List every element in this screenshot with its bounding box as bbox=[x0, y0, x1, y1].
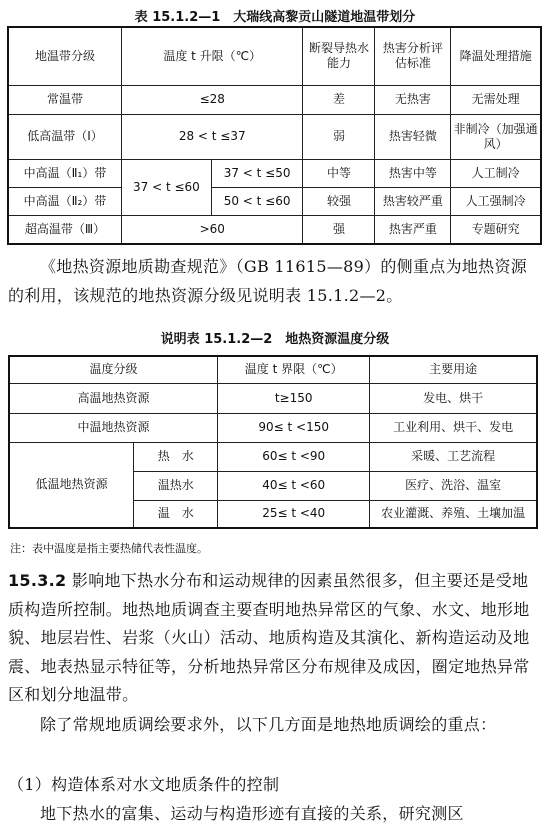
table2-cell: 医疗、洗浴、温室 bbox=[370, 471, 537, 500]
table2-cell: 工业利用、烘干、发电 bbox=[370, 413, 537, 442]
table1-cell: 无需处理 bbox=[451, 85, 541, 114]
table-row bbox=[8, 114, 541, 159]
table1-cell: 热害中等 bbox=[375, 159, 451, 187]
table1-cell: 50 < t ≤60 bbox=[211, 187, 303, 215]
table1-cell: 强 bbox=[303, 215, 375, 244]
table1-cell: ≤28 bbox=[122, 85, 303, 114]
table1-cell: 热害严重 bbox=[375, 215, 451, 244]
table1-cell: 无热害 bbox=[375, 85, 451, 114]
section-number: 15.3.2 bbox=[8, 571, 67, 590]
section-15-3-2 bbox=[8, 567, 542, 710]
table2-header-grade: 温度分级 bbox=[9, 356, 218, 383]
table1-cell: >60 bbox=[122, 215, 303, 244]
table1-cell: 中高温（Ⅱ₂）带 bbox=[8, 187, 122, 215]
table2-cell: 发电、烘干 bbox=[370, 383, 537, 413]
table1-cell: 热害较严重 bbox=[375, 187, 451, 215]
table1-cell: 热害轻微 bbox=[375, 114, 451, 159]
table1-header-measure: 降温处理措施 bbox=[451, 27, 541, 85]
table2-cell: 40≤ t <60 bbox=[218, 471, 370, 500]
table2-cell: 温 水 bbox=[134, 500, 218, 528]
table1-cell: 低高温带（Ⅰ） bbox=[8, 114, 122, 159]
table1-header-eval: 热害分析评估标准 bbox=[375, 27, 451, 85]
paragraph-intro: 《地热资源地质勘查规范》（GB 11615—89）的侧重点为地热资源的利用，该规范的地热资源分级见说明表 15.1.2—2。 bbox=[8, 257, 528, 305]
table1-cell: 中等 bbox=[303, 159, 375, 187]
table-row bbox=[8, 215, 541, 244]
section-text: 影响地下热水分布和运动规律的因素虽然很多，但主要还是受地质构造所控制。地热地质调查主要查明地热异常区的气象、水文、地形地貌、地层岩性、岩浆（火山）活动、地质构造及其演化、新构造运动及地震、地表热显示特征等，分析地热异常区分布规律及成因，圈定地热异常区和划分地温带。 bbox=[8, 571, 530, 704]
table1-cell: 较强 bbox=[303, 187, 375, 215]
table1-cell: 28 < t ≤37 bbox=[122, 114, 303, 159]
table1-cell: 弱 bbox=[303, 114, 375, 159]
table1-cell: 人工制冷 bbox=[451, 159, 541, 187]
table2-cell: 热 水 bbox=[134, 442, 218, 471]
table2-cell: 60≤ t <90 bbox=[218, 442, 370, 471]
table1-cell: 非制冷（加强通风） bbox=[451, 114, 541, 159]
table1-header-grade: 地温带分级 bbox=[8, 27, 122, 85]
table1-header-ability: 断裂导热水能力 bbox=[303, 27, 375, 85]
table-row bbox=[9, 383, 537, 413]
table1-caption: 表 15.1.2—1 大瑞线高黎贡山隧道地温带划分 bbox=[134, 10, 416, 25]
table1-cell: 37 < t ≤60 bbox=[122, 159, 212, 215]
table-row bbox=[8, 159, 541, 187]
table2-cell: 温热水 bbox=[134, 471, 218, 500]
geothermal-zone-table bbox=[7, 26, 542, 245]
table2-cell: 中温地热资源 bbox=[9, 413, 218, 442]
paragraph-continued: 地下热水的富集、运动与构造形迹有直接的关系，研究测区 bbox=[40, 804, 464, 823]
table1-cell: 差 bbox=[303, 85, 375, 114]
table1-cell: 中高温（Ⅱ₁）带 bbox=[8, 159, 122, 187]
table2-cell: 90≤ t <150 bbox=[218, 413, 370, 442]
table2-cell: 高温地热资源 bbox=[9, 383, 218, 413]
table2-cell: 低温地热资源 bbox=[9, 442, 134, 528]
paragraph-focus: 除了常规地质调绘要求外，以下几方面是地热地质调绘的重点： bbox=[40, 715, 497, 734]
table-row bbox=[9, 442, 537, 471]
table1-cell: 常温带 bbox=[8, 85, 122, 114]
table1-header-temp: 温度 t 升限（℃） bbox=[122, 27, 303, 85]
table2-cell: 采暖、工艺流程 bbox=[370, 442, 537, 471]
table-row bbox=[8, 187, 541, 215]
table2-cell: t≥150 bbox=[218, 383, 370, 413]
list-item: （1）构造体系对水文地质条件的控制 bbox=[8, 775, 280, 794]
table2-header-use: 主要用途 bbox=[370, 356, 537, 383]
table1-cell: 专题研究 bbox=[451, 215, 541, 244]
table1-cell: 37 < t ≤50 bbox=[211, 159, 303, 187]
table-note: 注：表中温度是指主要热储代表性温度。 bbox=[10, 542, 208, 555]
table2-cell: 25≤ t <40 bbox=[218, 500, 370, 528]
table1-cell: 超高温带（Ⅲ） bbox=[8, 215, 122, 244]
table2-caption: 说明表 15.1.2—2 地热资源温度分级 bbox=[160, 332, 390, 347]
table1-cell: 人工强制冷 bbox=[451, 187, 541, 215]
geothermal-resource-table bbox=[8, 355, 538, 529]
table2-header-temp: 温度 t 界限（℃） bbox=[218, 356, 370, 383]
table2-cell: 农业灌溉、养殖、土壤加温 bbox=[370, 500, 537, 528]
table-row bbox=[9, 413, 537, 442]
table-row bbox=[8, 85, 541, 114]
